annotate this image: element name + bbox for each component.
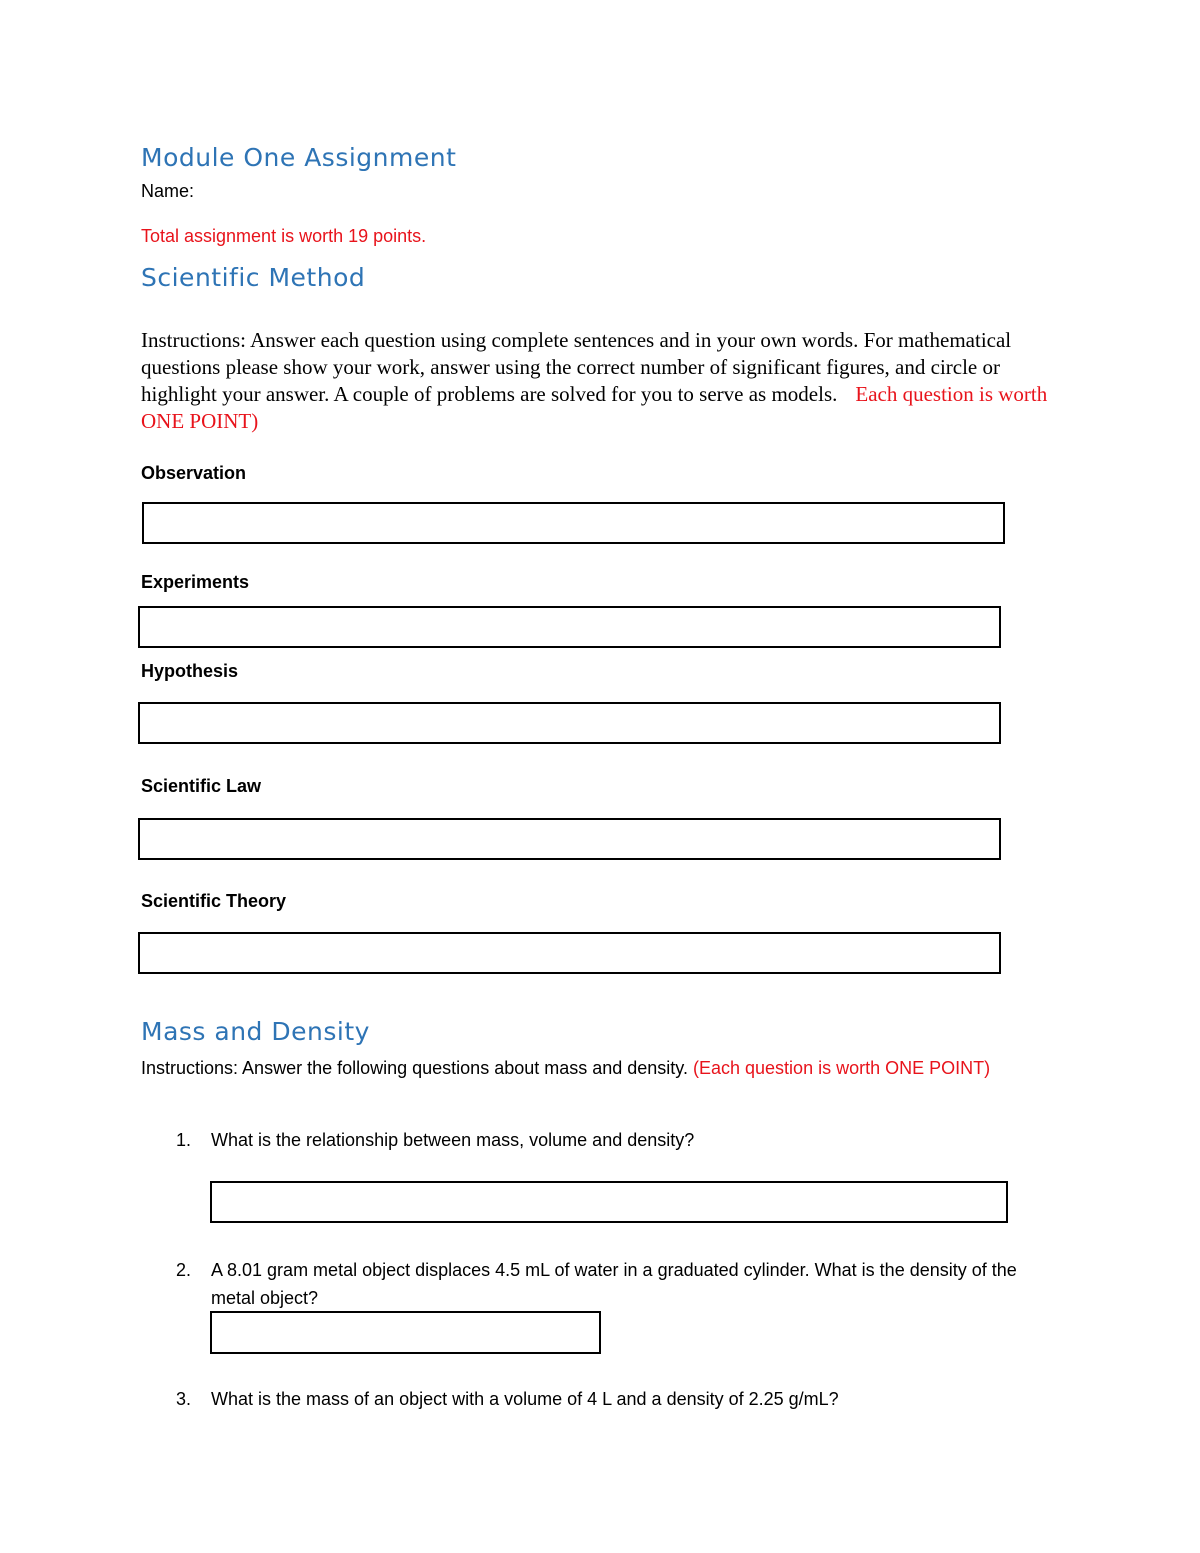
field-label-scientific-theory: Scientific Theory (141, 891, 287, 911)
instructions-scientific-method (141, 327, 1056, 435)
instructions-mass-density (141, 1054, 1021, 1082)
field-label-scientific-law: Scientific Law (141, 776, 262, 796)
section-heading-mass-density: Mass and Density (141, 1017, 370, 1046)
question-number: 1. (176, 1130, 192, 1150)
field-label-observation: Observation (141, 463, 247, 483)
instructions-text: Instructions: Answer the following questions about mass and density. (141, 1058, 688, 1078)
instructions-text: Instructions: Answer each question using complete sentences and in your own words. For mathematical questions please show your work, answer using the correct number of significant figures, and circle or highlight your answer. A couple of problems are solved for you to serve as models. (141, 328, 1012, 406)
hypothesis-answer-box[interactable] (138, 702, 1001, 744)
question-2-answer-box[interactable] (210, 1311, 601, 1354)
field-label-hypothesis: Hypothesis (141, 661, 239, 681)
question-1-answer-box[interactable] (210, 1181, 1008, 1223)
field-label-experiments: Experiments (141, 572, 250, 592)
question-text: What is the relationship between mass, volume and density? (211, 1130, 695, 1150)
experiments-answer-box[interactable] (138, 606, 1001, 648)
scientific-theory-answer-box[interactable] (138, 932, 1001, 974)
observation-answer-box[interactable] (142, 502, 1005, 544)
question-number: 3. (176, 1389, 192, 1409)
question-text: What is the mass of an object with a volume of 4 L and a density of 2.25 g/mL? (211, 1389, 839, 1409)
question-number: 2. (176, 1260, 192, 1280)
name-label: Name: (141, 181, 195, 201)
section-heading-scientific-method: Scientific Method (141, 263, 366, 292)
scientific-law-answer-box[interactable] (138, 818, 1001, 860)
page-title: Module One Assignment (141, 143, 457, 172)
question-text: A 8.01 gram metal object displaces 4.5 mL of water in a graduated cylinder. What is the density of the metal object? (211, 1260, 1017, 1308)
total-points-note: Total assignment is worth 19 points. (141, 226, 427, 246)
points-note: Each question is worth ONE POINT) (141, 382, 1048, 433)
points-note: (Each question is worth ONE POINT) (693, 1058, 991, 1078)
